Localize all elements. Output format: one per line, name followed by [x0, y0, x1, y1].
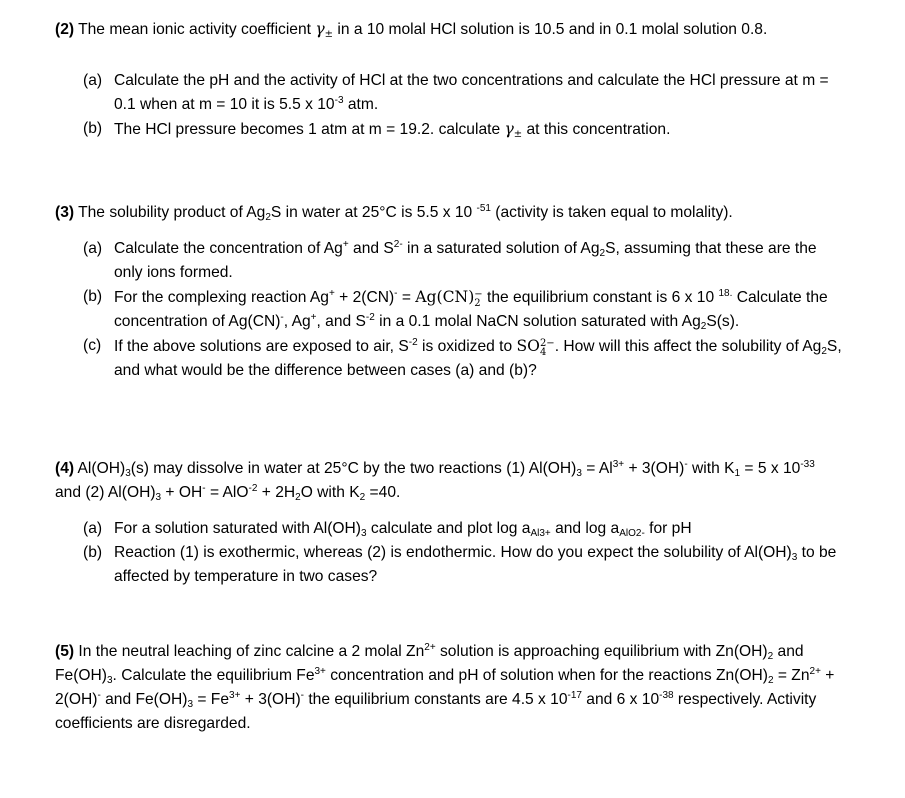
problem-5	[55, 640, 845, 736]
problem-3	[55, 201, 845, 383]
problem-number: (3)	[55, 204, 75, 221]
part-b: (b) For the complexing reaction Ag+ + 2(CN)- = Ag(CN) − 2 the equilibrium constant is 6 x 10 $^{18.}$ Calculate the concentration of Ag(CN)-, Ag+, and $S^{-2}$ in a 0.1 molal NaCN solution saturated with $Ag_2S(s)$.	[83, 288, 828, 332]
part-b: (b) The HCl pressure becomes 1 atm at m = 19.2. calculate $\gamma_\pm$ at this concentration.	[83, 120, 671, 140]
part-a: (a) For a solution saturated with $Al(OH)_3$ calculate and plot $\log a_{Al3+}$ and $\log a_{AlO2-}$ for pH	[83, 520, 692, 539]
problem-3-parts	[55, 237, 845, 383]
problem-2-parts	[55, 69, 845, 142]
gamma-symbol: $\gamma_\pm$	[504, 120, 523, 140]
problem-2-statement: (2) The mean ionic activity coefficient $\gamma_\pm$ in a 10 molal HCl solution is 10.5 and in 0.1 molal solution 0.8.	[55, 20, 768, 40]
complex-ion: Ag(CN) − 2	[415, 288, 483, 309]
sulfate-ion: SO 2− 4	[516, 337, 555, 358]
problem-4	[55, 457, 845, 589]
problem-number: (5)	[55, 643, 75, 660]
part-b: (b) Reaction (1) is exothermic, whereas (2) is endothermic. How do you expect the solubility of $Al(OH)_3$ to be affected by temperature in two cases?	[83, 544, 837, 585]
problem-number: (4)	[55, 460, 75, 477]
part-a: (a) Calculate the concentration of Ag+ and $S^{2-}$ in a saturated solution of $Ag_2S$, assuming that these are the only ions formed.	[83, 239, 817, 281]
problem-2	[55, 17, 845, 142]
part-a: (a) Calculate the pH and the activity of HCl at the two concentrations and calculate the HCl pressure at m = 0.1 when at m = 10 it is 5.5 x $10^{-3}$ atm.	[83, 72, 829, 113]
problem-number: (2)	[55, 21, 75, 38]
problem-5-statement: (5) In the neutral leaching of zinc calcine a 2 molal $Zn^{2+}$ solution is approaching equilibrium with $Zn(OH)_2$ and $Fe(OH)_3$. Calculate the equilibrium $Fe^{3+}$ concentration and pH of solution when for the reactions $Zn(OH)_2 = Zn^{2+} + 2(OH)^-$ and $Fe(OH)_3 = Fe^{3+} + 3(OH)^-$ the equilibrium constants are 4.5 x $10^{-17}$ and 6 x $10^{-38}$ respectively. Activity coefficients are disregarded.	[55, 642, 835, 732]
problem-4-statement: (4) $Al(OH)_3(s)$ may dissolve in water at 25°C by the two reactions (1) $Al(OH)_3 = Al^{3+} + 3(OH)^-$ with $K_1 = 5$ x $10^{-33}$ and (2) $Al(OH)_3 + OH^- = AlO^{-2} + 2H_2O$ with $K_2 =40$.	[55, 459, 815, 503]
problem-4-parts	[55, 517, 845, 589]
part-c: (c) If the above solutions are exposed to air, $S^{-2}$ is oxidized to SO 2− 4 . How will this affect the solubility of $Ag_2S$, and what would be the difference between cases (a) and (b)?	[83, 337, 842, 379]
problem-3-statement: (3) The solubility product of $Ag_2S$ in water at 25°C is 5.5 x 10 $^{-51}$ (activity is taken equal to molality).	[55, 203, 733, 223]
gamma-symbol: $\gamma_\pm$	[315, 20, 334, 40]
